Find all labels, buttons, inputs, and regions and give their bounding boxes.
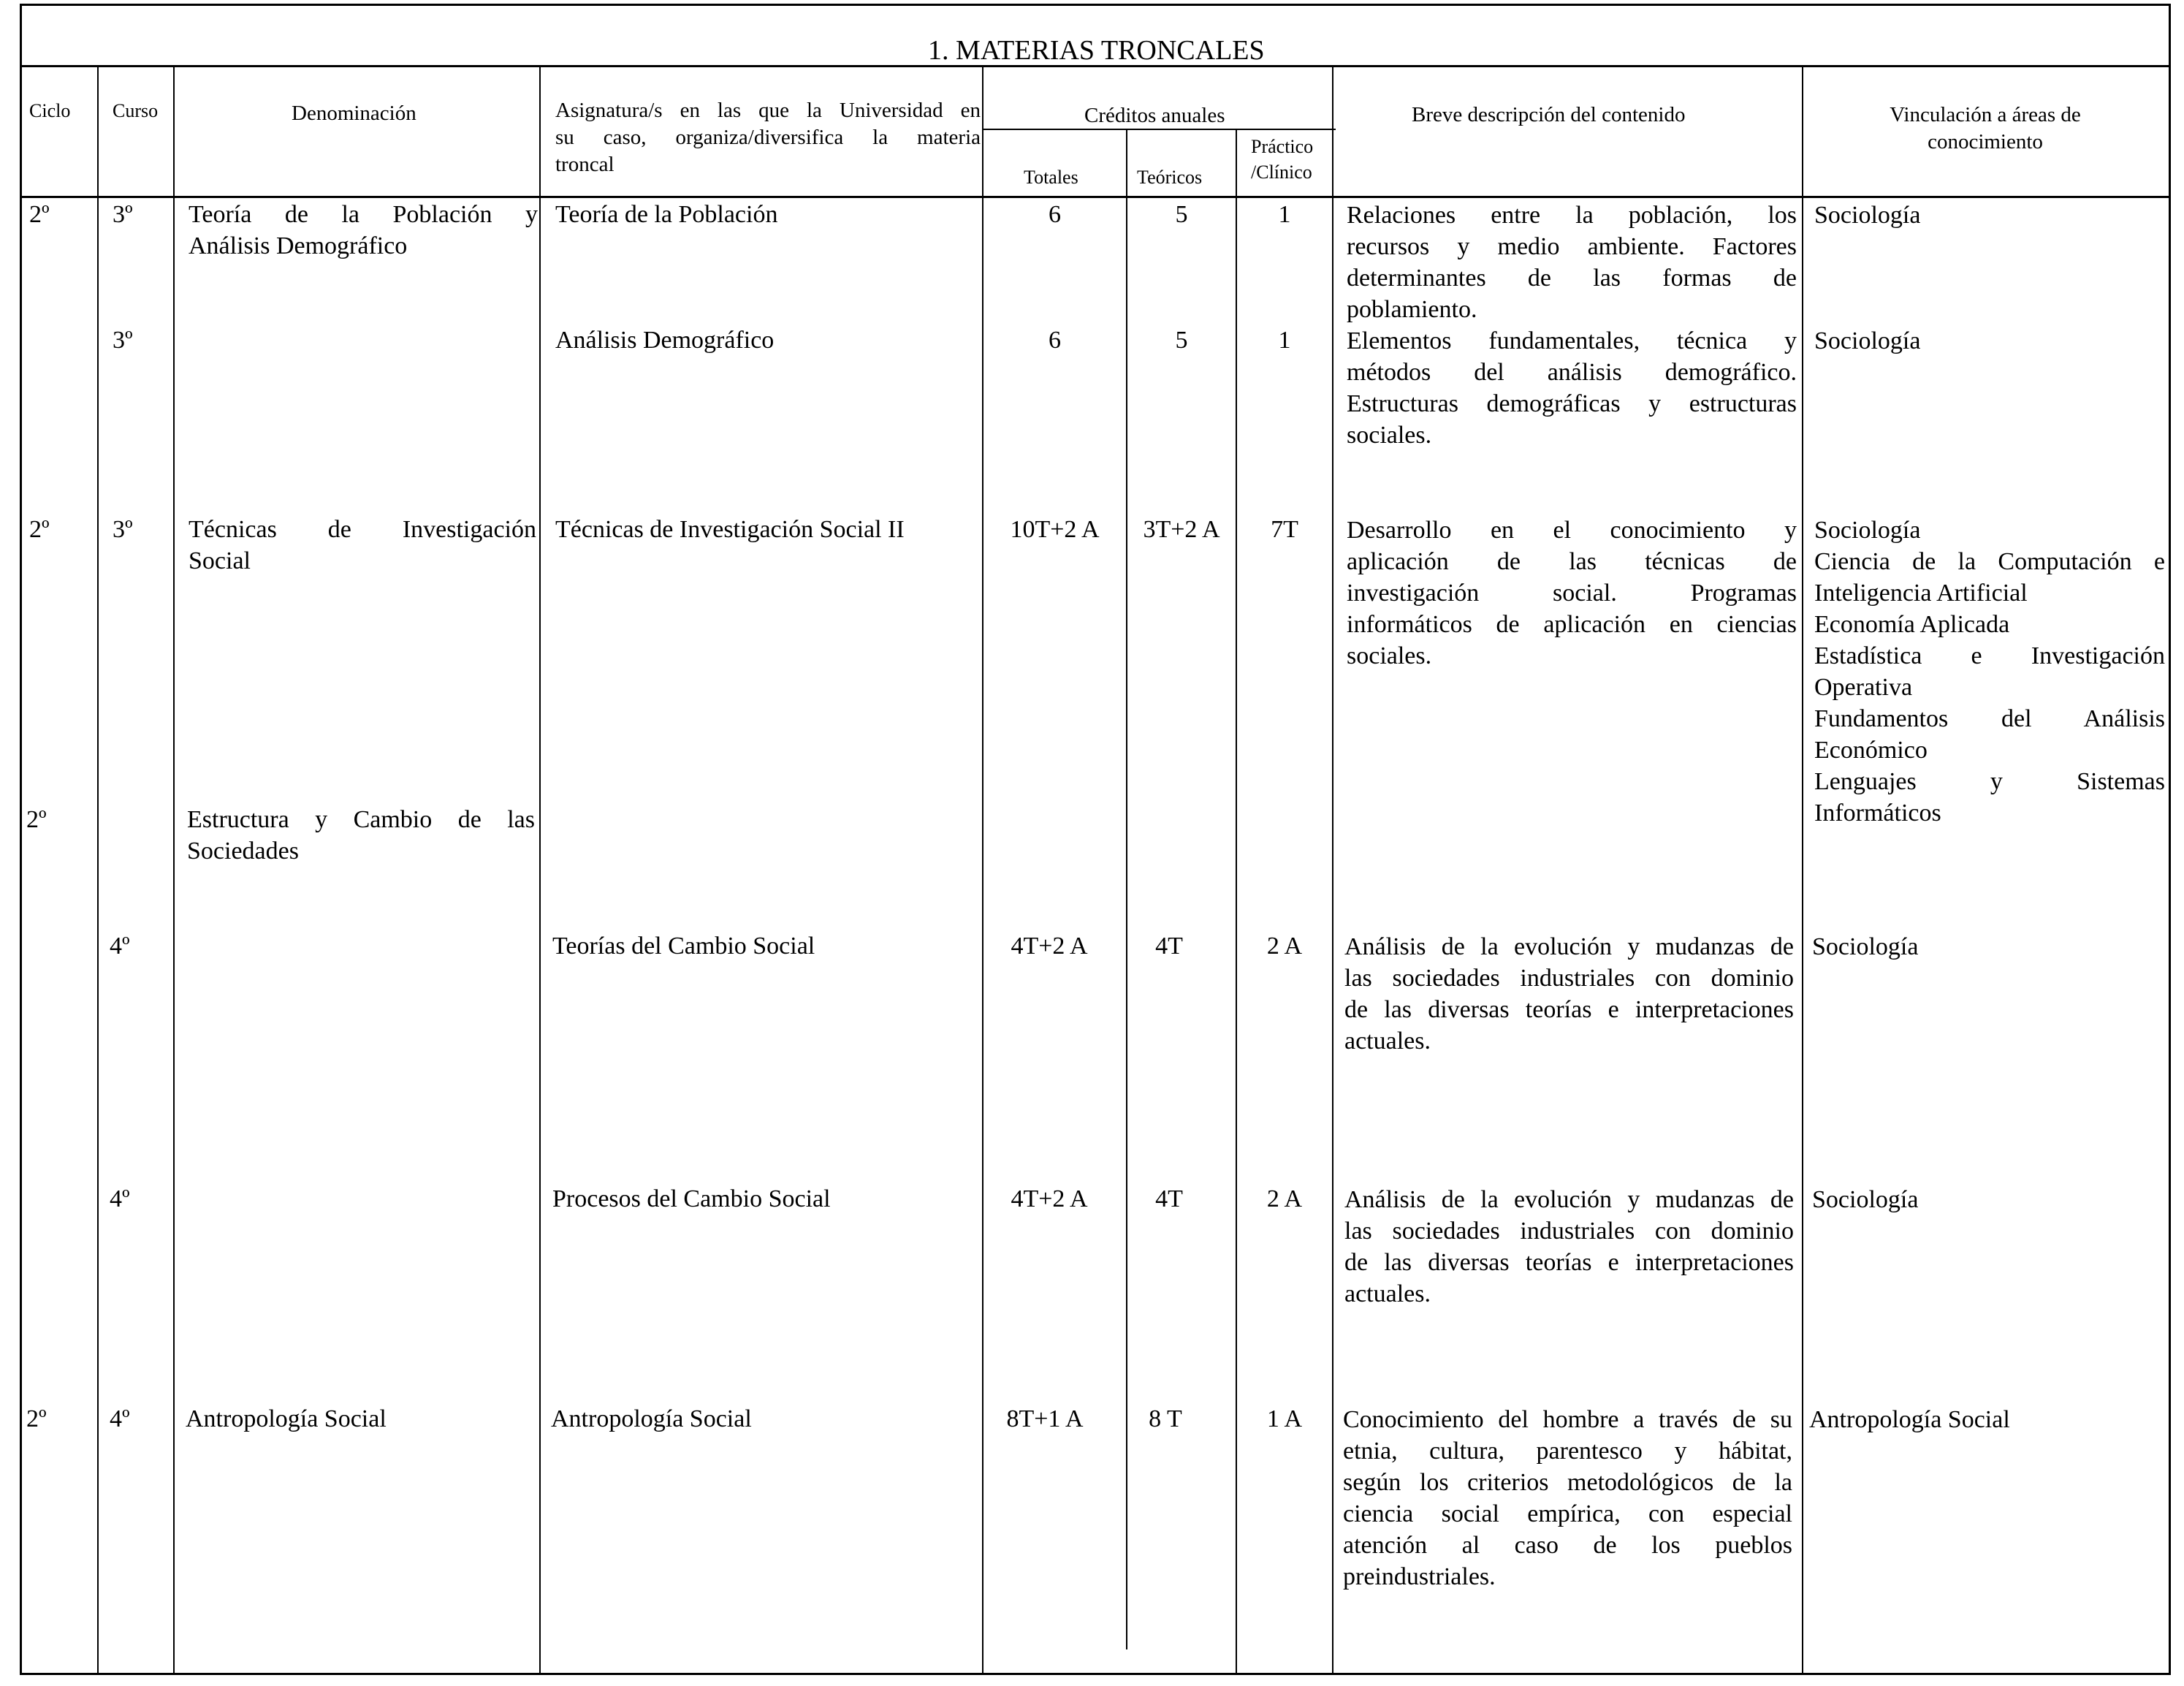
vinculacion-line: Inteligencia Artificial bbox=[1814, 580, 2028, 607]
header-asignatura bbox=[555, 97, 981, 178]
border-left bbox=[20, 4, 22, 1675]
descripcion-line: las sociedades industriales con dominio bbox=[1344, 965, 1794, 992]
vinculacion-line: Ciencia de la Computación e bbox=[1814, 548, 2165, 575]
header-practico-2: /Clínico bbox=[1251, 162, 1312, 183]
col-divider-practico bbox=[1236, 129, 1237, 1675]
vinculacion-line: Operativa bbox=[1814, 674, 1913, 701]
descripcion-line: determinantes de las formas de bbox=[1347, 265, 1797, 292]
descripcion-line: según los criterios metodológicos de la bbox=[1343, 1469, 1792, 1496]
vinculacion-line: Sociología bbox=[1814, 517, 1921, 544]
denominacion-line: Teoría de la Población y bbox=[189, 201, 538, 228]
descripcion-line: investigación social. Programas bbox=[1347, 580, 1797, 607]
cell-denominacion bbox=[189, 514, 536, 577]
cell-teoricos: 8 T bbox=[1149, 1405, 1182, 1432]
cell-vinculacion: Sociología bbox=[1812, 933, 1919, 960]
header-descripcion: Breve descripción del contenido bbox=[1412, 103, 1686, 126]
cell-totales: 10T+2 A bbox=[1010, 516, 1100, 543]
cell-practico: 2 A bbox=[1266, 933, 1303, 960]
vinculacion-line: Fundamentos del Análisis bbox=[1814, 705, 2165, 732]
cell-asignatura: Teoría de la Población bbox=[555, 201, 778, 228]
col-divider-vinculacion bbox=[1802, 65, 1803, 1675]
cell-practico: 1 bbox=[1278, 201, 1291, 228]
descripcion-line: de las diversas teorías e interpretaciones bbox=[1344, 996, 1794, 1023]
denominacion-line: Técnicas de Investigación bbox=[189, 516, 536, 543]
header-ciclo: Ciclo bbox=[29, 100, 71, 121]
header-totales: Totales bbox=[1024, 167, 1078, 188]
cell-practico: 7T bbox=[1271, 516, 1298, 543]
denominacion-line: Estructura y Cambio de las bbox=[187, 806, 535, 833]
header-separator bbox=[20, 196, 2171, 198]
cell-practico: 1 bbox=[1278, 327, 1291, 354]
cell-curso: 4º bbox=[110, 933, 130, 960]
vinculacion-line: Informáticos bbox=[1814, 800, 1941, 827]
descripcion-line: poblamiento. bbox=[1347, 296, 1477, 323]
descripcion-line: actuales. bbox=[1344, 1280, 1431, 1307]
descripcion-line: Análisis de la evolución y mudanzas de bbox=[1344, 1186, 1794, 1213]
descripcion-line: actuales. bbox=[1344, 1028, 1431, 1055]
cell-descripcion bbox=[1347, 514, 1797, 672]
cell-denominacion bbox=[187, 804, 535, 867]
descripcion-line: Análisis de la evolución y mudanzas de bbox=[1344, 933, 1794, 960]
descripcion-line: preindustriales. bbox=[1343, 1563, 1496, 1590]
cell-asignatura: Antropología Social bbox=[551, 1405, 752, 1432]
descripcion-line: atención al caso de los pueblos bbox=[1343, 1532, 1792, 1559]
cell-asignatura: Procesos del Cambio Social bbox=[552, 1185, 831, 1212]
descripcion-line: las sociedades industriales con dominio bbox=[1344, 1218, 1794, 1245]
header-asignatura-line: troncal bbox=[555, 153, 615, 176]
descripcion-line: de las diversas teorías e interpretaciones bbox=[1344, 1249, 1794, 1276]
cell-teoricos: 5 bbox=[1175, 327, 1188, 354]
cell-ciclo: 2º bbox=[29, 516, 50, 543]
cell-curso: 3º bbox=[113, 201, 133, 228]
col-divider-curso bbox=[97, 65, 99, 1675]
cell-descripcion bbox=[1344, 1184, 1794, 1310]
cell-curso: 3º bbox=[113, 516, 133, 543]
cell-totales: 4T+2 A bbox=[1011, 1185, 1088, 1212]
denominacion-line: Social bbox=[189, 547, 251, 574]
header-vinculacion-1: Vinculación a áreas de bbox=[1890, 103, 2081, 126]
cell-practico: 2 A bbox=[1266, 1185, 1303, 1212]
header-teoricos: Teóricos bbox=[1137, 167, 1203, 188]
descripcion-line: Relaciones entre la población, los bbox=[1347, 202, 1797, 229]
header-practico-1: Práctico bbox=[1251, 136, 1314, 157]
header-asignatura-line: Asignatura/s en las que la Universidad en bbox=[555, 99, 981, 122]
cell-vinculacion: Antropología Social bbox=[1809, 1406, 2010, 1433]
descripcion-line: Estructuras demográficas y estructuras bbox=[1347, 390, 1797, 417]
descripcion-line: recursos y medio ambiente. Factores bbox=[1347, 233, 1797, 260]
cell-teoricos: 4T bbox=[1155, 1185, 1183, 1212]
cell-vinculacion: Sociología bbox=[1814, 202, 1921, 229]
header-denominacion: Denominación bbox=[292, 102, 416, 125]
descripcion-line: etnia, cultura, parentesco y hábitat, bbox=[1343, 1438, 1792, 1465]
cell-descripcion bbox=[1343, 1404, 1792, 1592]
cell-teoricos: 3T+2 A bbox=[1143, 516, 1220, 543]
table-title: 1. MATERIAS TRONCALES bbox=[928, 35, 1265, 66]
cell-denominacion bbox=[189, 199, 538, 262]
vinculacion-line: Estadística e Investigación bbox=[1814, 642, 2165, 669]
cell-descripcion bbox=[1347, 325, 1797, 451]
cell-ciclo: 2º bbox=[26, 806, 47, 833]
border-right bbox=[2169, 4, 2171, 1675]
cell-descripcion bbox=[1344, 931, 1794, 1057]
header-asignatura-line: su caso, organiza/diversifica la materia bbox=[555, 126, 981, 149]
header-curso: Curso bbox=[113, 100, 159, 121]
cell-denominacion: Antropología Social bbox=[186, 1405, 387, 1432]
cell-asignatura: Técnicas de Investigación Social II bbox=[555, 516, 905, 543]
descripcion-line: métodos del análisis demográfico. bbox=[1347, 359, 1797, 386]
header-vinculacion-2: conocimiento bbox=[1928, 130, 2043, 153]
cell-teoricos: 4T bbox=[1155, 933, 1183, 960]
cell-descripcion bbox=[1347, 200, 1797, 325]
cell-ciclo: 2º bbox=[26, 1405, 47, 1432]
cell-ciclo: 2º bbox=[29, 201, 50, 228]
descripcion-line: Conocimiento del hombre a través de su bbox=[1343, 1406, 1792, 1433]
cell-curso: 3º bbox=[113, 327, 133, 354]
cell-totales: 6 bbox=[1049, 201, 1061, 228]
denominacion-line: Sociedades bbox=[187, 838, 299, 865]
descripcion-line: sociales. bbox=[1347, 422, 1432, 449]
cell-vinculacion: Sociología bbox=[1814, 327, 1921, 354]
vinculacion-line: Económico bbox=[1814, 737, 1928, 764]
border-top bbox=[20, 4, 2171, 6]
cell-practico: 1 A bbox=[1266, 1405, 1303, 1432]
header-creditos: Créditos anuales bbox=[1084, 104, 1225, 127]
cell-totales: 8T+1 A bbox=[1006, 1405, 1084, 1432]
cell-totales: 4T+2 A bbox=[1011, 933, 1088, 960]
cell-asignatura: Teorías del Cambio Social bbox=[552, 933, 815, 960]
descripcion-line: Desarrollo en el conocimiento y bbox=[1347, 517, 1797, 544]
cell-vinculacion: Sociología bbox=[1812, 1186, 1919, 1213]
descripcion-line: aplicación de las técnicas de bbox=[1347, 548, 1797, 575]
cell-curso: 4º bbox=[110, 1405, 130, 1432]
vinculacion-line: Lenguajes y Sistemas bbox=[1814, 768, 2165, 795]
cell-vinculacion bbox=[1814, 514, 2165, 829]
descripcion-line: sociales. bbox=[1347, 642, 1432, 669]
cell-totales: 6 bbox=[1049, 327, 1061, 354]
cell-asignatura: Análisis Demográfico bbox=[555, 327, 775, 354]
cell-curso: 4º bbox=[110, 1185, 130, 1212]
col-divider-denominacion bbox=[173, 65, 175, 1675]
vinculacion-line: Economía Aplicada bbox=[1814, 611, 2010, 638]
col-divider-descripcion bbox=[1332, 65, 1333, 1675]
descripcion-line: Elementos fundamentales, técnica y bbox=[1347, 327, 1797, 354]
descripcion-line: informáticos de aplicación en ciencias bbox=[1347, 611, 1797, 638]
descripcion-line: ciencia social empírica, con especial bbox=[1343, 1500, 1792, 1527]
cell-teoricos: 5 bbox=[1175, 201, 1188, 228]
col-divider-asignatura bbox=[539, 65, 541, 1675]
border-bottom bbox=[20, 1673, 2171, 1675]
denominacion-line: Análisis Demográfico bbox=[189, 232, 408, 259]
